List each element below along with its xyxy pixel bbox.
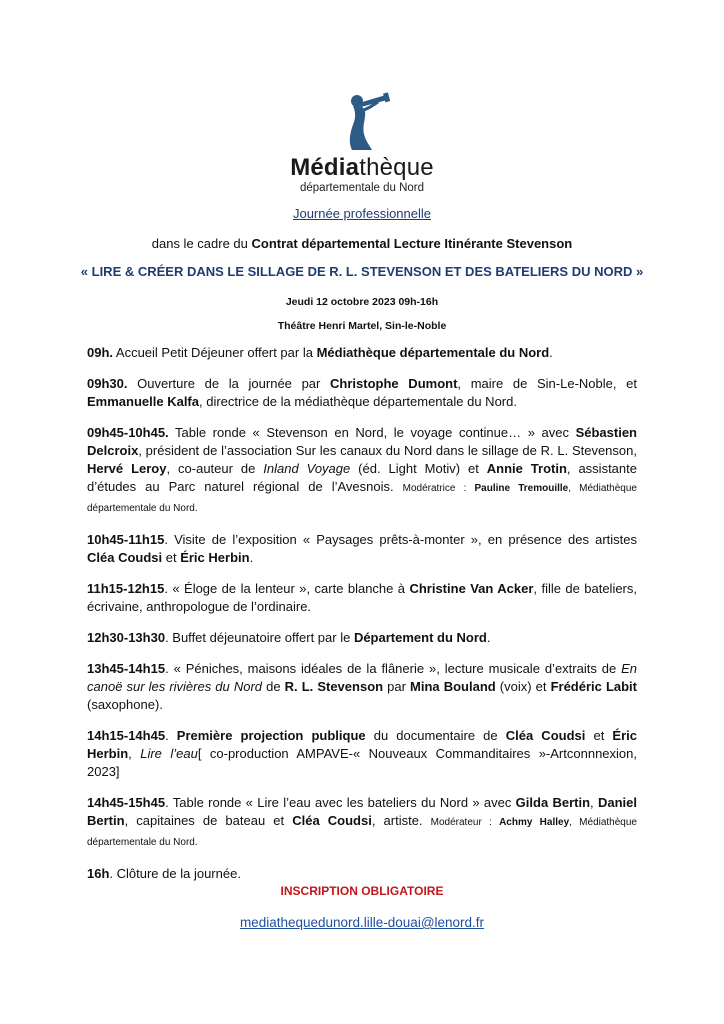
event-venue: Théâtre Henri Martel, Sin-le-Noble xyxy=(277,320,447,332)
context-line: dans le cadre du Contrat départemental Lecture Itinérante Stevenson xyxy=(151,236,573,251)
program-item: 12h30-13h30. Buffet déjeunatoire offert par le Département du Nord. xyxy=(87,630,491,645)
program-item: 09h30. Ouverture de la journée par Christophe Dumont, maire de Sin-Le-Noble, et Emmanuelle Kalfa, directrice de la médiathèque départementale du Nord. xyxy=(87,376,637,409)
program-item: 13h45-14h15. « Péniches, maisons idéales de la flânerie », lecture musicale d’extraits de En canoë sur les rivières du Nord de R. L. Stevenson par Mina Bouland (voix) et Frédéric Labit (saxophone). xyxy=(87,661,637,712)
logo-subtitle: départementale du Nord xyxy=(299,182,425,194)
storyteller-with-telescope-icon xyxy=(322,92,402,152)
event-type-heading: Journée professionnelle xyxy=(292,206,432,221)
contact-email-link[interactable]: mediathequedunord.lille-douai@lenord.fr xyxy=(239,915,485,930)
program-item: 11h15-12h15. « Éloge de la lenteur », carte blanche à Christine Van Acker, fille de bateliers, écrivaine, anthropologue de l’ordinaire. xyxy=(87,581,638,614)
program-item: 09h45-10h45. Table ronde « Stevenson en Nord, le voyage continue… » avec Sébastien Delcroix, président de l’association Sur les canaux du Nord dans le sillage de R. L. Stevenson, Hervé Leroy, co-auteur de Inland Voyage (éd. Light Motiv) et Annie Trotin, assistante d’études au Parc naturel régional de l’Avesnois. Modératrice : Pauline Tremouille, Médiathèque départementale du Nord. xyxy=(87,425,637,514)
program xyxy=(87,344,637,896)
registration-notice: INSCRIPTION OBLIGATOIRE xyxy=(280,884,444,898)
program-item: 16h. Clôture de la journée. xyxy=(87,866,241,881)
program-item: 14h45-15h45. Table ronde « Lire l’eau avec les bateliers du Nord » avec Gilda Bertin, Daniel Bertin, capitaines de bateau et Cléa Coudsi, artiste. Modérateur : Achmy Halley, Médiathèque départementale du Nord. xyxy=(87,795,637,848)
logo xyxy=(0,92,724,194)
event-date: Jeudi 12 octobre 2023 09h-16h xyxy=(285,296,439,308)
program-item: 09h. Accueil Petit Déjeuner offert par la Médiathèque départementale du Nord. xyxy=(87,345,553,360)
program-item: 14h15-14h45. Première projection publique du documentaire de Cléa Coudsi et Éric Herbin, Lire l’eau[ co-production AMPAVE-« Nouveaux Commanditaires »-Artconnnexion, 2023] xyxy=(87,728,637,779)
logo-title: Médiathèque xyxy=(290,154,434,181)
program-item: 10h45-11h15. Visite de l’exposition « Paysages prêts-à-monter », en présence des artistes Cléa Coudsi et Éric Herbin. xyxy=(87,532,637,565)
event-title: « LIRE & CRÉER DANS LE SILLAGE DE R. L. STEVENSON ET DES BATELIERS DU NORD » xyxy=(80,264,644,279)
